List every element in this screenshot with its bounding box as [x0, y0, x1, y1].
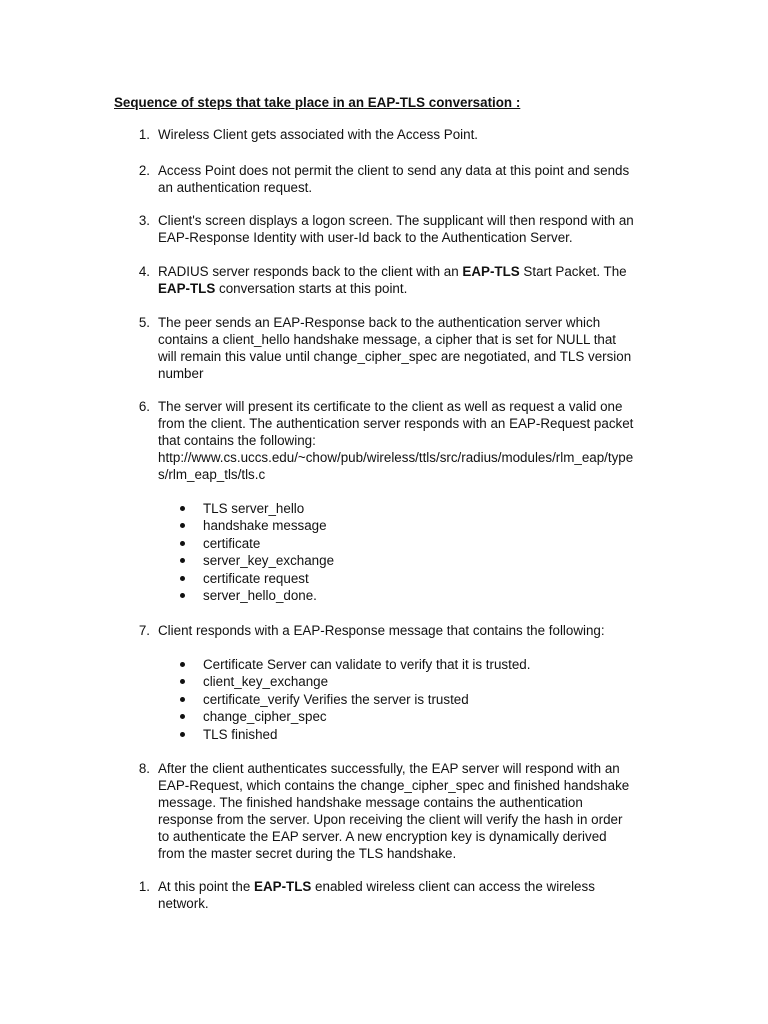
list-item	[180, 552, 650, 569]
step-text	[158, 760, 664, 862]
bullet-icon	[180, 506, 185, 511]
bullet-text: Certificate Server can validate to verify that it is trusted.	[203, 657, 531, 672]
step-line: Wireless Client gets associated with the Access Point.	[158, 127, 479, 142]
step-line: will remain this value until change_cipher_spec are negotiated, and TLS version	[158, 349, 632, 364]
bullet-text: certificate_verify Verifies the server is trusted	[203, 691, 469, 707]
document-title: Sequence of steps that take place in an EAP-TLS conversation :	[114, 95, 521, 110]
list-item	[180, 691, 650, 708]
bullet-icon	[180, 593, 185, 598]
list-item	[180, 587, 650, 604]
step-text	[158, 162, 664, 196]
step-line: network.	[158, 896, 209, 911]
bullet-icon	[180, 558, 185, 563]
list-item	[180, 500, 650, 517]
bold-term: EAP-TLS	[254, 879, 312, 894]
bullet-text: TLS finished	[203, 726, 278, 742]
step-line: Access Point does not permit the client to send any data at this point and sends	[158, 163, 630, 178]
bullet-text: change_cipher_spec	[203, 709, 327, 725]
step-line: from the client. The authentication server responds with an EAP-Request packet	[158, 416, 634, 431]
step-number: 8.	[138, 761, 150, 776]
step-line: The peer sends an EAP-Response back to the authentication server which	[158, 315, 601, 330]
bullet-text: client_key_exchange	[203, 674, 329, 690]
step-line: from the master secret during the TLS handshake.	[158, 846, 457, 861]
bullet-list	[180, 500, 650, 604]
step-line: message. The finished handshake message contains the authentication	[158, 795, 583, 810]
bold-term: EAP-TLS	[158, 281, 216, 296]
step-link: s/rlm_eap_tls/tls.c	[158, 467, 266, 482]
step-line: response from the server. Upon receiving the client will verify the hash in order	[158, 812, 623, 827]
step-line	[158, 263, 664, 280]
step-line: that contains the following:	[158, 433, 316, 448]
step-number: 3.	[138, 213, 150, 228]
step-line	[158, 280, 664, 297]
bullet-text: handshake message	[203, 518, 327, 534]
step-text	[158, 878, 664, 912]
bullet-icon	[180, 576, 185, 581]
step-line: number	[158, 366, 204, 381]
bullet-text: certificate	[203, 535, 261, 551]
step-line: After the client authenticates successfully, the EAP server will respond with an	[158, 761, 620, 776]
step-line: EAP-Response Identity with user-Id back to the Authentication Server.	[158, 230, 573, 245]
bullet-icon	[180, 679, 185, 684]
step-text	[158, 398, 664, 483]
step-number: 6.	[138, 399, 150, 414]
text-run: RADIUS server responds back to the client with an	[158, 264, 463, 279]
bullet-text: certificate request	[203, 570, 309, 586]
step-line: to authenticate the EAP server. A new encryption key is dynamically derived	[158, 829, 607, 844]
step-line: EAP-Request, which contains the change_cipher_spec and finished handshake	[158, 778, 630, 793]
step-number: 7.	[138, 623, 150, 638]
step-number: 5.	[138, 315, 150, 330]
list-item	[180, 517, 650, 534]
step-text	[158, 314, 664, 382]
text-run: Start Packet. The	[519, 264, 627, 279]
step-line: Client responds with a EAP-Response message that contains the following:	[158, 623, 605, 638]
list-item	[180, 726, 650, 743]
text-run: conversation starts at this point.	[215, 281, 408, 296]
step-link: http://www.cs.uccs.edu/~chow/pub/wireless/ttls/src/radius/modules/rlm_eap/type	[158, 450, 634, 465]
list-item	[180, 535, 650, 552]
step-number: 2.	[138, 163, 150, 178]
step-text	[158, 263, 664, 297]
step-line: contains a client_hello handshake message, a cipher that is set for NULL that	[158, 332, 617, 347]
bullet-text: TLS server_hello	[203, 501, 305, 516]
step-text	[158, 212, 664, 246]
list-item	[180, 656, 650, 673]
list-item	[180, 673, 650, 690]
step-line: Client's screen displays a logon screen. The supplicant will then respond with an	[158, 213, 634, 228]
bold-term: EAP-TLS	[462, 264, 520, 279]
bullet-text: server_key_exchange	[203, 553, 335, 569]
bullet-icon	[180, 541, 185, 546]
step-line: an authentication request.	[158, 180, 313, 195]
bullet-icon	[180, 732, 185, 737]
step-text	[158, 622, 664, 639]
text-run: At this point the	[158, 879, 255, 894]
step-line	[158, 878, 664, 895]
bullet-icon	[180, 523, 185, 528]
bullet-icon	[180, 662, 185, 667]
step-number: 4.	[138, 264, 150, 279]
list-item	[180, 570, 650, 587]
step-number: 1.	[138, 127, 150, 142]
step-text	[158, 126, 664, 143]
list-item	[180, 708, 650, 725]
text-run: enabled wireless client can access the wireless	[311, 879, 595, 894]
bullet-list	[180, 656, 650, 743]
bullet-text: server_hello_done.	[203, 587, 317, 603]
bullet-icon	[180, 714, 185, 719]
step-line: The server will present its certificate to the client as well as request a valid one	[158, 399, 623, 414]
step-number: 1.	[138, 879, 150, 894]
bullet-icon	[180, 697, 185, 702]
